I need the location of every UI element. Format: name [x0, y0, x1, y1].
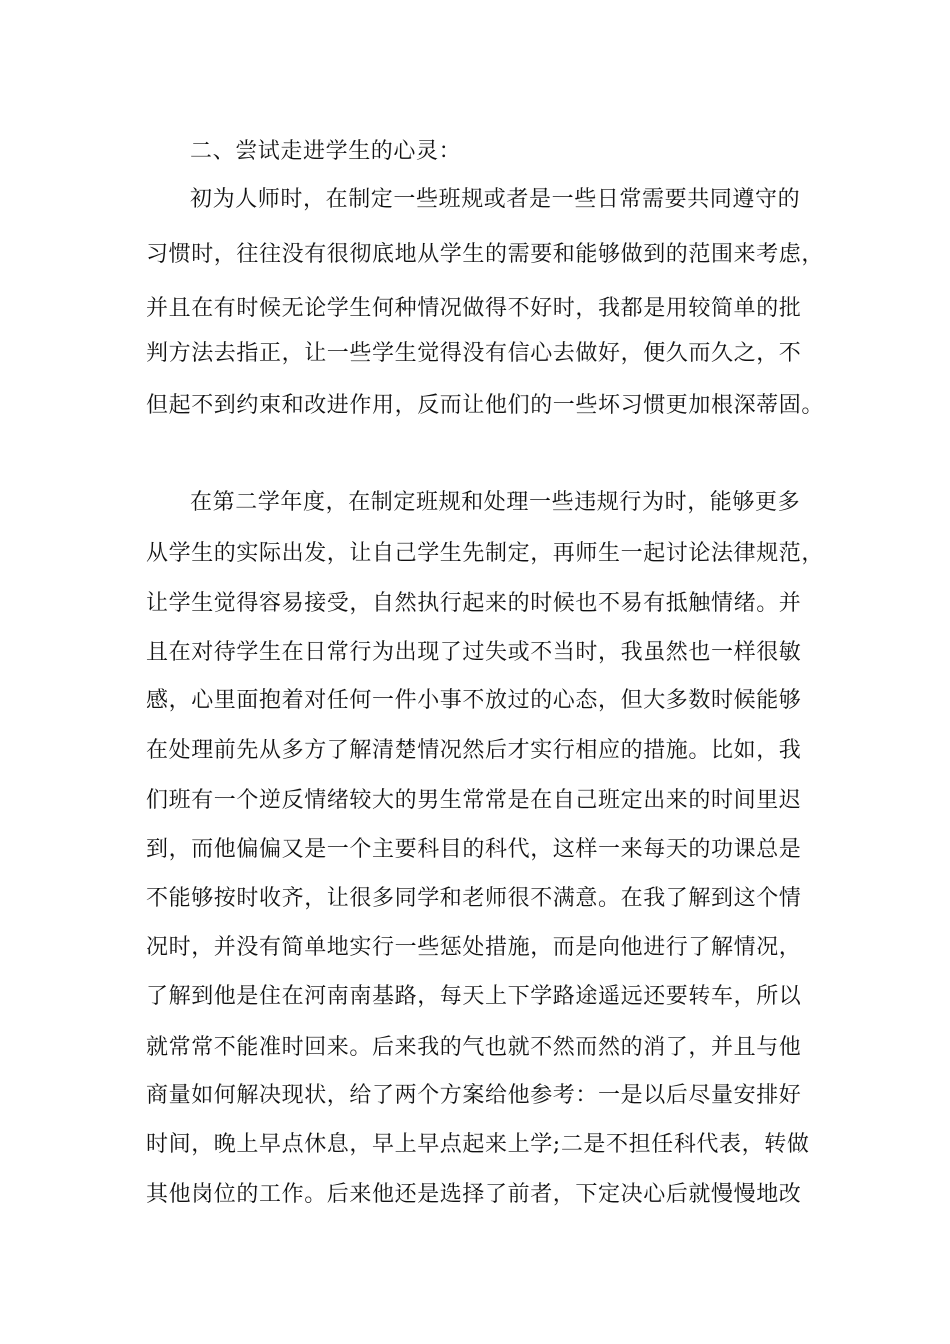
- paragraph-line: 其他岗位的工作。后来他还是选择了前者，下定决心后就慢慢地改: [146, 1182, 802, 1207]
- paragraph-line: 习惯时，往往没有很彻底地从学生的需要和能够做到的范围来考虑，: [146, 242, 825, 267]
- paragraph-line: 且在对待学生在日常行为出现了过失或不当时，我虽然也一样很敏: [146, 640, 802, 665]
- paragraph-line: 了解到他是住在河南南基路，每天上下学路途遥远还要转车，所以: [146, 984, 802, 1009]
- paragraph-line: 判方法去指正，让一些学生觉得没有信心去做好，便久而久之，不: [146, 341, 802, 366]
- paragraph-line: 从学生的实际出发，让自己学生先制定，再师生一起讨论法律规范，: [146, 541, 825, 566]
- paragraph-line: 感，心里面抱着对任何一件小事不放过的心态，但大多数时候能够: [146, 688, 802, 713]
- paragraph-line: 在处理前先从多方了解清楚情况然后才实行相应的措施。比如，我: [146, 738, 802, 763]
- section-heading: 二、尝试走进学生的心灵：: [190, 139, 462, 164]
- paragraph-line: 况时，并没有简单地实行一些惩处措施，而是向他进行了解情况，: [146, 935, 802, 960]
- paragraph-line: 们班有一个逆反情绪较大的男生常常是在自己班定出来的时间里迟: [146, 788, 802, 813]
- paragraph-line: 但起不到约束和改进作用，反而让他们的一些坏习惯更加根深蒂固。: [146, 393, 825, 418]
- paragraph-line: 初为人师时，在制定一些班规或者是一些日常需要共同遵守的: [190, 187, 801, 212]
- paragraph-line: 时间，晚上早点休息，早上早点起来上学;二是不担任科代表，转做: [146, 1132, 810, 1157]
- paragraph-line: 在第二学年度，在制定班规和处理一些违规行为时，能够更多: [190, 490, 801, 515]
- paragraph-line: 让学生觉得容易接受，自然执行起来的时候也不易有抵触情绪。并: [146, 591, 802, 616]
- paragraph-line: 就常常不能准时回来。后来我的气也就不然而然的消了，并且与他: [146, 1035, 802, 1060]
- paragraph-line: 商量如何解决现状，给了两个方案给他参考：一是以后尽量安排好: [146, 1083, 802, 1108]
- paragraph-line: 并且在有时候无论学生何种情况做得不好时，我都是用较简单的批: [146, 296, 802, 321]
- paragraph-line: 不能够按时收齐，让很多同学和老师很不满意。在我了解到这个情: [146, 886, 802, 911]
- paragraph-line: 到，而他偏偏又是一个主要科目的科代，这样一来每天的功课总是: [146, 837, 802, 862]
